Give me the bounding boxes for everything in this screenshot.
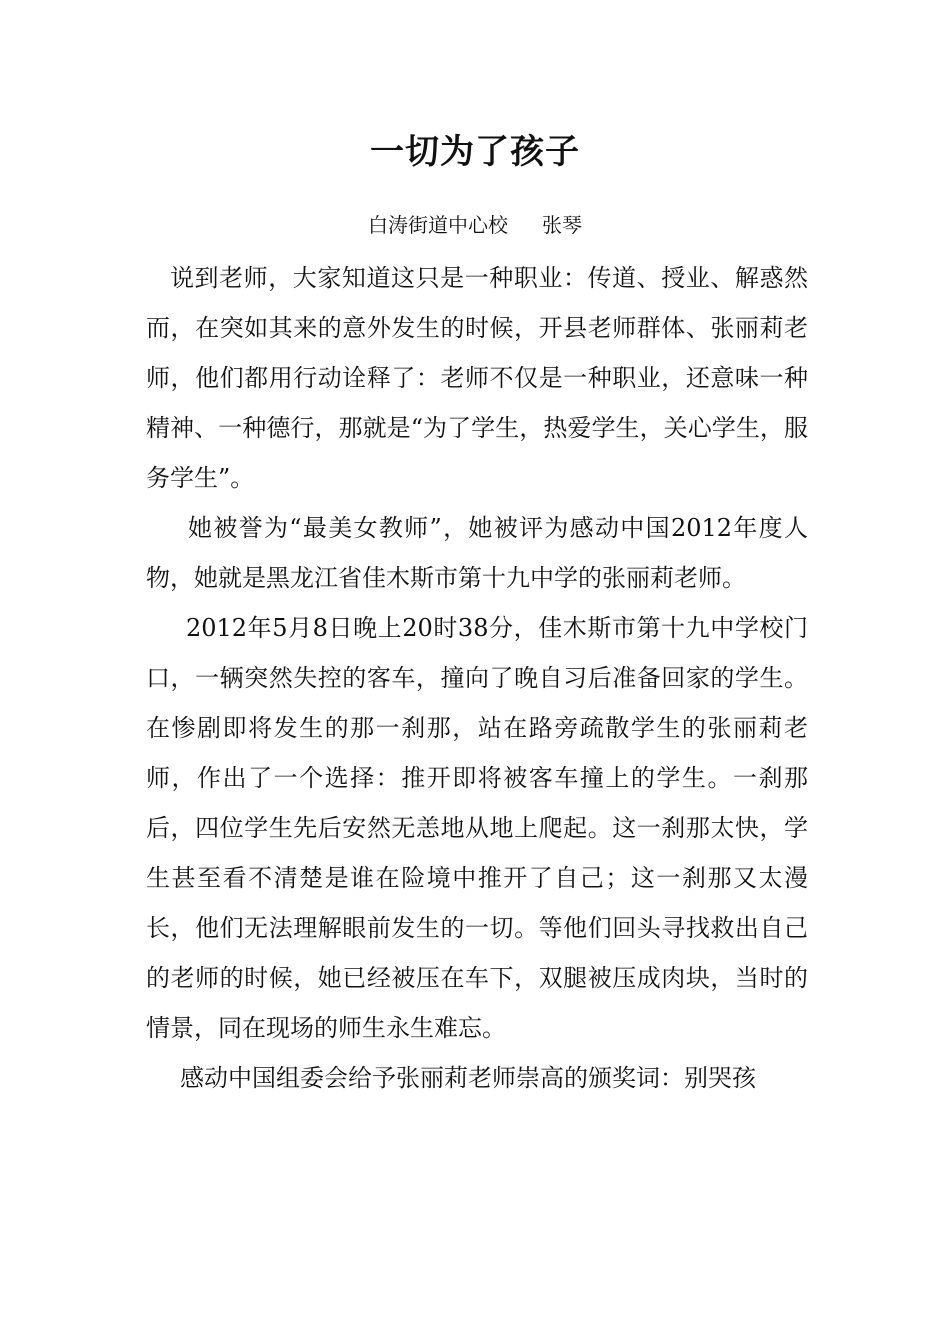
paragraph-3: 2012年5月8日晚上20时38分，佳木斯市第十九中学校门口，一辆突然失控的客车，撞向了晚自习后准备回家的学生。在惨剧即将发生的那一刹那，站在路旁疏散学生的张丽莉老师，作出了一个选择：推开即将被客车撞上的学生。一刹那后，四位学生先后安然无恙地从地上爬起。这一刹那太快，学生甚至看不清楚是谁在险境中推开了自己；这一刹那又太漫长，他们无法理解眼前发生的一切。等他们回头寻找救出自己的老师的时候，她已经被压在车下，双腿被压成肉块，当时的情景，同在现场的师生永生难忘。 [146, 614, 808, 1042]
document-title: 一切为了孩子 [370, 132, 580, 172]
paragraph-4: 感动中国组委会给予张丽莉老师崇高的颁奖词：别哭孩 [180, 1064, 756, 1092]
byline [0, 210, 950, 240]
paragraph-2: 她被誉为“最美女教师”，她被评为感动中国2012年度人物，她就是黑龙江省佳木斯市第十九中学的张丽莉老师。 [146, 514, 808, 592]
byline-author: 张琴 [542, 213, 582, 237]
paragraph-1: 说到老师，大家知道这只是一种职业：传道、授业、解惑然而，在突如其来的意外发生的时候，开县老师群体、张丽莉老师，他们都用行动诠释了：老师不仅是一种职业，还意味一种精神、一种德行，那就是“为了学生，热爱学生，关心学生，服务学生”。 [146, 264, 808, 492]
document-body [146, 253, 808, 1103]
byline-school: 白涛街道中心校 [368, 213, 508, 237]
